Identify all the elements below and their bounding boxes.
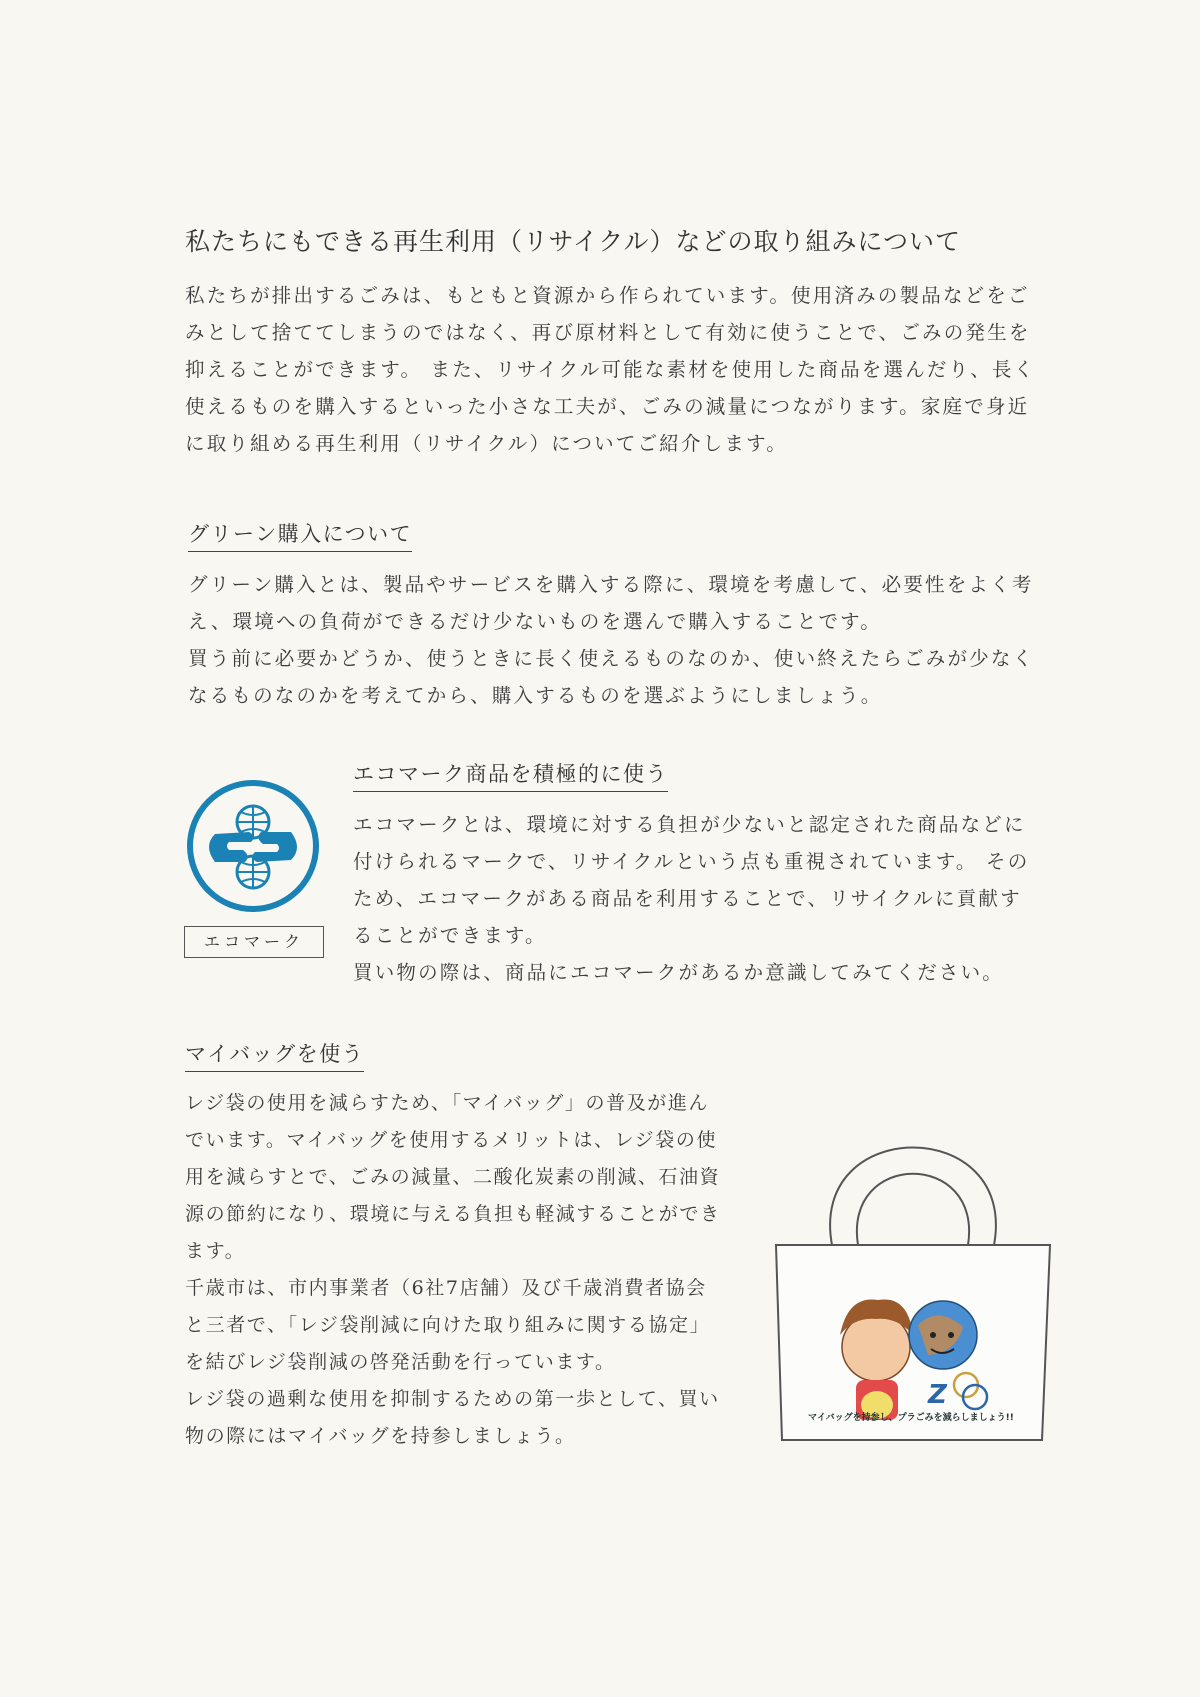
mybag-illustration bbox=[768, 1095, 1058, 1450]
ecomark-logo-label: エコマーク bbox=[184, 926, 324, 958]
green-purchase-heading: グリーン購入について bbox=[188, 518, 412, 552]
green-line: え、環境への負荷ができるだけ少ないものを選んで購入することです。 bbox=[188, 610, 883, 633]
intro-line: に取り組める再生利用（リサイクル）についてご紹介します。 bbox=[185, 432, 788, 455]
ecomark-line: ることができます。 bbox=[353, 924, 547, 947]
mybag-line: 千歳市は、市内事業者（6社7店舗）及び千歳消費者協会 bbox=[185, 1277, 707, 1299]
mybag-line: と三者で、「レジ袋削減に向けた取り組みに関する協定」 bbox=[185, 1314, 711, 1336]
green-line: グリーン購入とは、製品やサービスを購入する際に、環境を考慮して、必要性をよく考 bbox=[188, 573, 1034, 596]
green-line: なるものなのかを考えてから、購入するものを選ぶようにしましょう。 bbox=[188, 684, 883, 707]
ecomark-line: エコマークとは、環境に対する負担が少ないと認定された商品などに bbox=[353, 813, 1026, 836]
mybag-line: 源の節約になり、環境に与える負担も軽減することができ bbox=[185, 1203, 721, 1225]
mybag-line: レジ袋の過剰な使用を抑制するための第一歩として、買い bbox=[185, 1388, 720, 1410]
mybag-heading: マイバッグを使う bbox=[185, 1038, 364, 1072]
page-title: 私たちにもできる再生利用（リサイクル）などの取り組みについて bbox=[185, 227, 962, 256]
intro-paragraph bbox=[185, 277, 1035, 462]
ecomark-line: 買い物の際は、商品にエコマークがあるか意識してみてください。 bbox=[353, 961, 1005, 984]
mybag-line: ます。 bbox=[185, 1240, 246, 1262]
mybag-line: 用を減らすとで、ごみの減量、二酸化炭素の削減、石油資 bbox=[185, 1166, 721, 1188]
green-line: 買う前に必要かどうか、使うときに長く使えるものなのか、使い終えたらごみが少なく bbox=[188, 647, 1035, 670]
mybag-caption: マイバッグを持参し、プラごみを減らしましょう!! bbox=[808, 1413, 1014, 1423]
intro-line: 抑えることができます。 また、リサイクル可能な素材を使用した商品を選んだり、長く bbox=[185, 358, 1036, 381]
mybag-line: でいます。マイバッグを使用するメリットは、レジ袋の使 bbox=[185, 1129, 718, 1151]
ecomark-logo bbox=[185, 778, 321, 914]
intro-line: 使えるものを購入するといった小さな工夫が、ごみの減量につながります。家庭で身近 bbox=[185, 395, 1030, 418]
svg-text:Z: Z bbox=[928, 1380, 947, 1410]
green-purchase-paragraph bbox=[188, 566, 1034, 714]
ecomark-line: ため、エコマークがある商品を利用することで、リサイクルに貢献す bbox=[353, 887, 1022, 910]
intro-line: 私たちが排出するごみは、もともと資源から作られています。使用済みの製品などをご bbox=[185, 284, 1030, 307]
mybag-line: 物の際にはマイバッグを持参しましょう。 bbox=[185, 1425, 576, 1447]
ecomark-heading: エコマーク商品を積極的に使う bbox=[353, 758, 668, 792]
mybag-line: を結びレジ袋削減の啓発活動を行っています。 bbox=[185, 1351, 616, 1373]
ecomark-line: 付けられるマークで、リサイクルという点も重視されています。 その bbox=[353, 850, 1030, 873]
mybag-line: レジ袋の使用を減らすため、「マイバッグ」の普及が進ん bbox=[185, 1092, 710, 1114]
intro-line: みとして捨ててしまうのではなく、再び原材料として有効に使うことで、ごみの発生を bbox=[185, 321, 1031, 344]
ecomark-paragraph bbox=[353, 806, 1029, 991]
mybag-paragraph bbox=[185, 1085, 721, 1455]
